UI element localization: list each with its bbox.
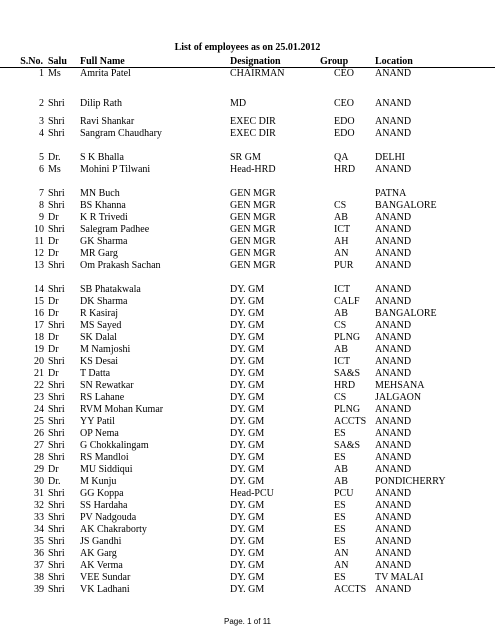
cell-location: ANAND [375,536,412,547]
cell-salu: Shri [48,128,65,139]
cell-location: ANAND [375,560,412,571]
cell-salu: Dr [48,464,59,475]
cell-name: M Namjoshi [80,344,131,355]
cell-name: Sangram Chaudhary [80,128,162,139]
cell-location: ANAND [375,452,412,463]
cell-designation: DY. GM [230,560,265,571]
cell-designation: DY. GM [230,296,265,307]
cell-sno: 10 [34,224,44,235]
cell-designation: DY. GM [230,368,265,379]
cell-name: DK Sharma [80,296,128,307]
cell-group: ICT [334,356,351,367]
cell-group: ES [334,428,346,439]
table-row [0,128,495,140]
cell-name: VK Ladhani [80,584,130,595]
cell-location: ANAND [375,296,412,307]
cell-location: ANAND [375,236,412,247]
cell-salu: Shri [48,392,65,403]
cell-salu: Shri [48,500,65,511]
cell-sno: 1 [39,68,44,79]
cell-salu: Shri [48,560,65,571]
cell-group: HRD [334,164,356,175]
cell-designation: CHAIRMAN [230,68,285,79]
cell-location: ANAND [375,224,412,235]
cell-location: PONDICHERRY [375,476,446,487]
table-row [0,248,495,260]
page-number: Page. 1 of 11 [224,617,271,626]
table-row [0,320,495,332]
cell-group: ES [334,452,346,463]
table-row [0,200,495,212]
table-row [0,524,495,536]
cell-designation: DY. GM [230,572,265,583]
cell-name: BS Khanna [80,200,126,211]
cell-group: CS [334,392,347,403]
cell-salu: Dr [48,212,59,223]
cell-salu: Shri [48,320,65,331]
cell-sno: 13 [34,260,44,271]
cell-designation: DY. GM [230,500,265,511]
cell-location: ANAND [375,356,412,367]
cell-location: ANAND [375,416,412,427]
cell-sno: 26 [34,428,44,439]
cell-sno: 24 [34,404,44,415]
cell-salu: Shri [48,524,65,535]
cell-salu: Dr [48,332,59,343]
cell-salu: Shri [48,116,65,127]
cell-designation: DY. GM [230,344,265,355]
cell-location: JALGAON [375,392,422,403]
cell-salu: Shri [48,284,65,295]
cell-designation: DY. GM [230,416,265,427]
cell-designation: DY. GM [230,332,265,343]
cell-designation: GEN MGR [230,212,276,223]
cell-sno: 2 [39,98,44,109]
cell-group: SA&S [334,440,361,451]
cell-location: ANAND [375,68,412,79]
cell-designation: DY. GM [230,428,265,439]
cell-location: ANAND [375,320,412,331]
table-row [0,464,495,476]
table-row [0,392,495,404]
cell-sno: 23 [34,392,44,403]
table-row [0,440,495,452]
cell-designation: GEN MGR [230,224,276,235]
cell-salu: Shri [48,548,65,559]
cell-salu: Shri [48,356,65,367]
cell-name: SK Dalal [80,332,117,343]
cell-location: TV MALAI [375,572,424,583]
cell-salu: Shri [48,98,65,109]
cell-sno: 16 [34,308,44,319]
cell-group: CS [334,200,347,211]
header-designation: Designation [230,56,281,67]
cell-location: BANGALORE [375,308,437,319]
cell-sno: 22 [34,380,44,391]
cell-group: AB [334,212,348,223]
cell-name: VEE Sundar [80,572,131,583]
cell-sno: 14 [34,284,44,295]
table-row [0,188,495,200]
cell-name: RS Mandloi [80,452,129,463]
cell-salu: Dr [48,248,59,259]
cell-location: ANAND [375,500,412,511]
cell-salu: Ms [48,164,61,175]
cell-designation: DY. GM [230,476,265,487]
table-row [0,548,495,560]
cell-designation: Head-PCU [230,488,274,499]
cell-group: ES [334,524,346,535]
cell-sno: 18 [34,332,44,343]
cell-location: ANAND [375,428,412,439]
cell-location: ANAND [375,98,412,109]
cell-location: ANAND [375,332,412,343]
cell-group: CALF [334,296,360,307]
cell-designation: EXEC DIR [230,116,276,127]
table-row [0,488,495,500]
cell-sno: 6 [39,164,44,175]
cell-sno: 35 [34,536,44,547]
cell-location: ANAND [375,488,412,499]
table-row [0,296,495,308]
cell-location: ANAND [375,512,412,523]
cell-location: ANAND [375,284,412,295]
table-row [0,116,495,128]
cell-group: AN [334,548,349,559]
header-full-name: Full Name [80,56,125,67]
cell-group: PLNG [334,404,361,415]
table-row [0,584,495,596]
cell-name: AK Chakraborty [80,524,147,535]
cell-location: ANAND [375,128,412,139]
cell-group: HRD [334,380,356,391]
cell-name: RS Lahane [80,392,125,403]
cell-designation: GEN MGR [230,200,276,211]
cell-name: M Kunju [80,476,117,487]
header-location: Location [375,56,413,67]
cell-group: AH [334,236,349,247]
table-row [0,68,495,80]
cell-salu: Dr. [48,152,61,163]
cell-sno: 7 [39,188,44,199]
cell-sno: 4 [39,128,44,139]
cell-location: BANGALORE [375,200,437,211]
cell-salu: Dr [48,296,59,307]
cell-sno: 27 [34,440,44,451]
header-sno: S.No. [20,56,43,67]
cell-group: AB [334,476,348,487]
cell-sno: 3 [39,116,44,127]
cell-group: PCU [334,488,354,499]
cell-sno: 15 [34,296,44,307]
table-row [0,500,495,512]
cell-location: ANAND [375,548,412,559]
table-row [0,284,495,296]
cell-salu: Shri [48,428,65,439]
table-row [0,164,495,176]
cell-designation: SR GM [230,152,261,163]
cell-salu: Shri [48,536,65,547]
cell-location: ANAND [375,212,412,223]
cell-group: ACCTS [334,416,367,427]
table-row [0,356,495,368]
cell-salu: Shri [48,488,65,499]
table-row [0,560,495,572]
cell-designation: GEN MGR [230,236,276,247]
cell-sno: 28 [34,452,44,463]
cell-name: S K Bhalla [80,152,124,163]
cell-group: ES [334,500,346,511]
cell-sno: 21 [34,368,44,379]
table-row [0,428,495,440]
cell-sno: 33 [34,512,44,523]
cell-group: QA [334,152,349,163]
table-row [0,572,495,584]
cell-designation: GEN MGR [230,188,276,199]
cell-salu: Shri [48,416,65,427]
cell-name: MS Sayed [80,320,122,331]
table-row [0,260,495,272]
table-row [0,224,495,236]
cell-name: AK Garg [80,548,117,559]
cell-salu: Dr. [48,476,61,487]
header-salu: Salu [48,56,67,67]
cell-sno: 11 [34,236,44,247]
table-row [0,236,495,248]
table-row [0,332,495,344]
cell-group: AB [334,344,348,355]
cell-group: SA&S [334,368,361,379]
table-row [0,308,495,320]
table-row [0,452,495,464]
cell-designation: DY. GM [230,440,265,451]
cell-name: MN Buch [80,188,120,199]
cell-designation: DY. GM [230,548,265,559]
cell-location: ANAND [375,584,412,595]
cell-group: EDO [334,116,355,127]
cell-designation: DY. GM [230,308,265,319]
cell-sno: 38 [34,572,44,583]
cell-name: Om Prakash Sachan [80,260,161,271]
cell-location: ANAND [375,164,412,175]
cell-name: G Chokkalingam [80,440,149,451]
cell-designation: GEN MGR [230,260,276,271]
table-row [0,512,495,524]
table-row [0,368,495,380]
table-row [0,344,495,356]
cell-designation: DY. GM [230,464,265,475]
cell-sno: 17 [34,320,44,331]
cell-name: YY Patil [80,416,115,427]
cell-sno: 32 [34,500,44,511]
cell-designation: DY. GM [230,380,265,391]
cell-group: CEO [334,68,354,79]
table-row [0,98,495,110]
cell-salu: Ms [48,68,61,79]
cell-sno: 34 [34,524,44,535]
cell-salu: Shri [48,188,65,199]
cell-location: ANAND [375,248,412,259]
cell-name: SB Phatakwala [80,284,141,295]
table-header [0,56,495,68]
cell-sno: 25 [34,416,44,427]
cell-salu: Shri [48,440,65,451]
cell-name: R Kasiraj [80,308,119,319]
cell-designation: DY. GM [230,452,265,463]
cell-designation: DY. GM [230,392,265,403]
cell-location: MEHSANA [375,380,425,391]
table-row [0,404,495,416]
cell-location: ANAND [375,344,412,355]
cell-location: ANAND [375,404,412,415]
cell-name: T Datta [80,368,111,379]
cell-designation: DY. GM [230,584,265,595]
cell-sno: 5 [39,152,44,163]
cell-name: SN Rewatkar [80,380,134,391]
cell-salu: Shri [48,584,65,595]
cell-location: PATNA [375,188,407,199]
cell-sno: 19 [34,344,44,355]
table-row [0,380,495,392]
cell-designation: GEN MGR [230,248,276,259]
cell-name: MU Siddiqui [80,464,133,475]
cell-location: ANAND [375,116,412,127]
cell-sno: 8 [39,200,44,211]
cell-group: PUR [334,260,354,271]
cell-sno: 31 [34,488,44,499]
cell-name: Salegram Padhee [80,224,150,235]
cell-name: Ravi Shankar [80,116,135,127]
cell-name: AK Verma [80,560,123,571]
table-row [0,212,495,224]
cell-salu: Shri [48,260,65,271]
cell-location: ANAND [375,440,412,451]
cell-salu: Dr [48,236,59,247]
cell-name: Dilip Rath [80,98,122,109]
cell-group: ICT [334,284,351,295]
cell-sno: 20 [34,356,44,367]
cell-name: K R Trivedi [80,212,128,223]
cell-group: ES [334,512,346,523]
cell-name: SS Hardaha [80,500,128,511]
header-group: Group [320,56,349,67]
cell-designation: DY. GM [230,404,265,415]
cell-salu: Shri [48,200,65,211]
cell-sno: 39 [34,584,44,595]
cell-salu: Shri [48,404,65,415]
cell-salu: Dr [48,344,59,355]
cell-name: GK Sharma [80,236,128,247]
cell-name: MR Garg [80,248,118,259]
cell-name: PV Nadgouda [80,512,137,523]
cell-designation: Head-HRD [230,164,276,175]
cell-salu: Dr [48,368,59,379]
cell-designation: DY. GM [230,536,265,547]
cell-location: ANAND [375,368,412,379]
table-row [0,476,495,488]
cell-name: KS Desai [80,356,119,367]
cell-name: Amrita Patel [80,68,131,79]
cell-sno: 9 [39,212,44,223]
cell-designation: DY. GM [230,512,265,523]
cell-group: AB [334,308,348,319]
cell-name: JS Gandhi [80,536,122,547]
cell-salu: Shri [48,572,65,583]
cell-group: AB [334,464,348,475]
cell-salu: Shri [48,452,65,463]
table-row [0,416,495,428]
cell-name: OP Nema [80,428,119,439]
cell-group: CEO [334,98,354,109]
cell-salu: Shri [48,224,65,235]
cell-sno: 36 [34,548,44,559]
cell-salu: Shri [48,512,65,523]
cell-name: Mohini P Tilwani [80,164,151,175]
cell-sno: 37 [34,560,44,571]
cell-group: AN [334,560,349,571]
cell-sno: 29 [34,464,44,475]
cell-group: ICT [334,224,351,235]
cell-sno: 12 [34,248,44,259]
table-row [0,536,495,548]
cell-group: ACCTS [334,584,367,595]
cell-salu: Dr [48,308,59,319]
table-row [0,152,495,164]
cell-location: ANAND [375,524,412,535]
cell-designation: DY. GM [230,284,265,295]
cell-designation: DY. GM [230,320,265,331]
cell-group: ES [334,536,346,547]
cell-salu: Shri [48,380,65,391]
cell-sno: 30 [34,476,44,487]
cell-group: AN [334,248,349,259]
cell-designation: MD [230,98,247,109]
document-title: List of employees as on 25.01.2012 [174,42,321,53]
cell-location: ANAND [375,464,412,475]
cell-designation: EXEC DIR [230,128,276,139]
cell-name: RVM Mohan Kumar [80,404,164,415]
cell-location: ANAND [375,260,412,271]
cell-group: EDO [334,128,355,139]
cell-group: CS [334,320,347,331]
cell-group: ES [334,572,346,583]
cell-location: DELHI [375,152,405,163]
cell-group: PLNG [334,332,361,343]
cell-designation: DY. GM [230,356,265,367]
cell-designation: DY. GM [230,524,265,535]
cell-name: GG Koppa [80,488,124,499]
